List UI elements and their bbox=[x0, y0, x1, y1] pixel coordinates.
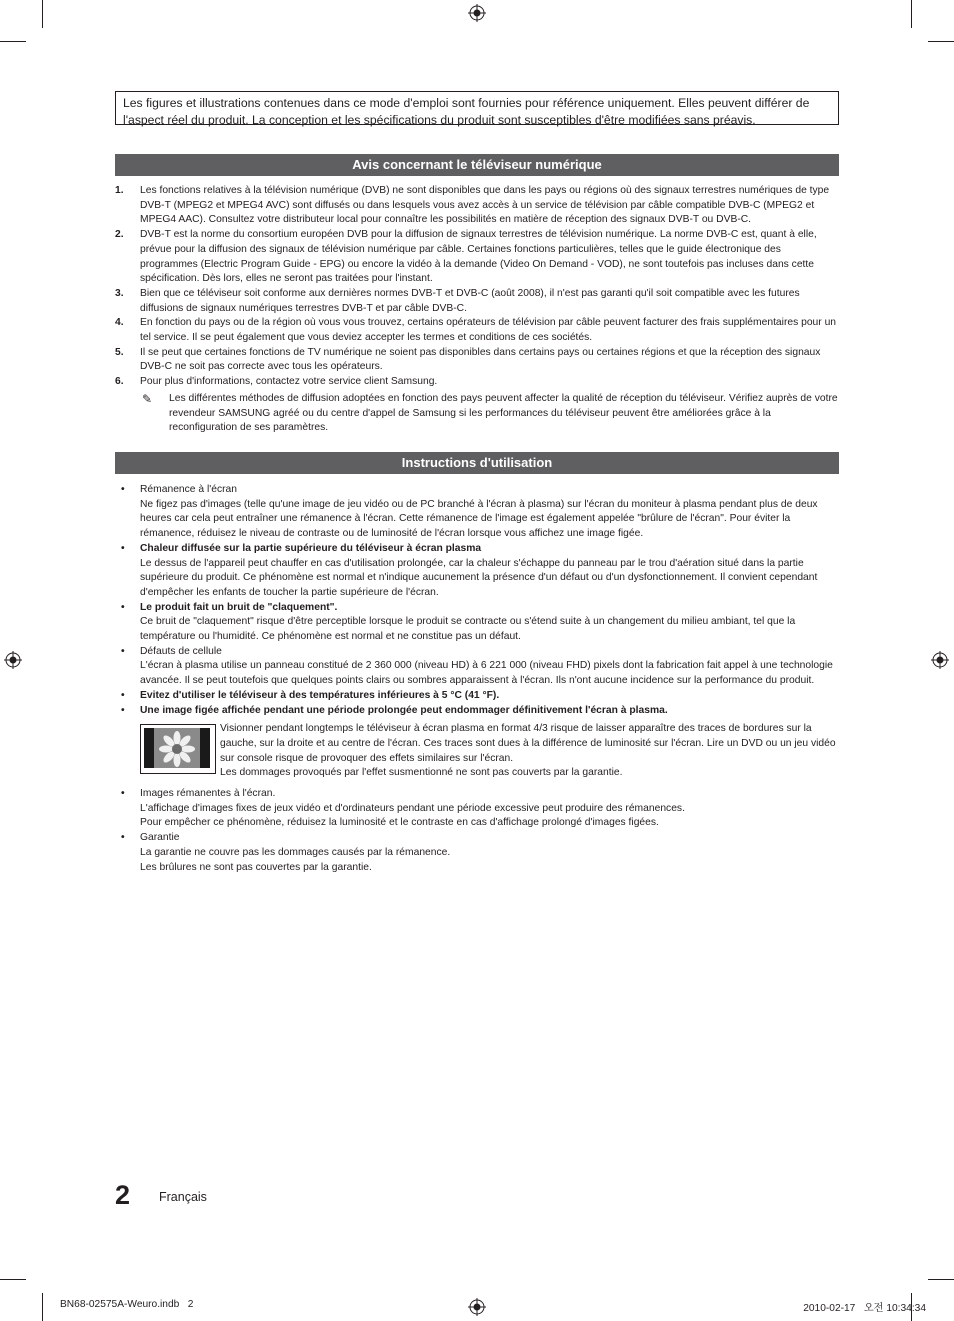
list-item bbox=[115, 184, 839, 228]
image-figure bbox=[115, 722, 839, 781]
instructions-list bbox=[115, 483, 839, 875]
bullet-icon: • bbox=[121, 788, 125, 800]
section-heading-digital-tv: Avis concernant le téléviseur numérique bbox=[115, 154, 839, 176]
section-heading-instructions: Instructions d'utilisation bbox=[115, 452, 839, 474]
bullet-title: Chaleur diffusée sur la partie supérieure du téléviseur à écran plasma bbox=[140, 542, 482, 554]
list-item bbox=[115, 316, 839, 345]
bullet-title: Une image figée affichée pendant une période prolongée peut endommager définitivement l'écran à plasma. bbox=[140, 704, 668, 716]
item-text: Il se peut que certaines fonctions de TV numérique ne soient pas disponibles dans certains pays ou certaines régions et que la réception des signaux DVB-C ne soit pas correcte avec tous les opérateurs. bbox=[140, 346, 821, 373]
image-warranty-note: Les dommages provoqués par l'effet susmentionné ne sont pas couverts par la garantie. bbox=[220, 767, 623, 779]
bullet-body: Ne figez pas d'images (telle qu'une image de jeu vidéo ou de PC branché à l'écran à plasma) sur l'écran du moniteur à plasma pendant plus de deux heures car cela peut entraîner une rémanence à l'écran. Cette rémanence de l'image est également appelée "brûlure de l'écran". Pour éviter la rémanence, réduisez le niveau de contraste ou de luminosité de l'écran lorsque vous affichez une image figée. bbox=[140, 498, 818, 540]
note-text: Les différentes méthodes de diffusion adoptées en fonction des pays peuvent affecter la qualité de réception du téléviseur. Vérifiez auprès de votre revendeur SAMSUNG agréé ou du centre d'appel de Samsung si les performances du téléviseur peuvent être améliorées grâce à la reconfiguration de ses paramètres. bbox=[169, 392, 838, 434]
bullet-body: Ce bruit de "claquement" risque d'être perceptible lorsque le produit se contracte ou s'étend suite à un changement du milieu ambiant, tel que la température ou l'humidité. Ce phénomène est normal et ne constitue pas un défaut. bbox=[140, 616, 796, 643]
list-item bbox=[115, 601, 839, 645]
bullet-title: Garantie bbox=[140, 832, 180, 844]
list-item bbox=[115, 483, 839, 542]
bullet-body: L'affichage d'images fixes de jeux vidéo et d'ordinateurs pendant une période excessive peut produire des rémanences. bbox=[140, 802, 685, 814]
bullet-title: Evitez d'utiliser le téléviseur à des températures inférieures à 5 °C (41 °F). bbox=[140, 689, 500, 701]
item-number: 4. bbox=[115, 317, 124, 329]
registration-mark-icon bbox=[468, 4, 486, 22]
bullet-body: La garantie ne couvre pas les dommages causés par la rémanence. bbox=[140, 846, 451, 858]
list-item bbox=[115, 542, 839, 601]
list-item bbox=[115, 346, 839, 375]
crop-mark bbox=[42, 1293, 43, 1321]
crop-mark bbox=[0, 41, 26, 42]
note-pencil-icon: ✎ bbox=[142, 391, 153, 406]
item-number: 3. bbox=[115, 287, 124, 299]
list-item bbox=[115, 831, 839, 875]
bullet-title: Rémanence à l'écran bbox=[140, 484, 237, 495]
bullet-body: Les brûlures ne sont pas couvertes par la garantie. bbox=[140, 861, 372, 873]
item-text: Les fonctions relatives à la télévision numérique (DVB) ne sont disponibles que dans les pays ou régions où des signaux terrestres numériques de type DVB-T (MPEG2 et MPEG4 AVC) sont diffusés ou dans lesquels vous avez accès à un service de télévision par câble compatible DVB-C (MPEG2 et MPEG4 AAC). Consultez votre distributeur local pour connaître les possibilités en matière de réception des signaux DVB-T ou DVB-C. bbox=[140, 185, 830, 226]
item-text: DVB-T est la norme du consortium européen DVB pour la diffusion de signaux terrestres de télévision numérique. La norme DVB-C est, quant à elle, prévue pour la diffusion des signaux de télévision numérique par câble. Certaines fonctions particulières, telles que le guide électronique des programmes (Electric Program Guide - EPG) ou encore la vidéo à la demande (Video On Demand - VOD), ne sont toutefois pas incluses dans cette spécification. Dès lors, elles ne seront pas traitées pour l'instant. bbox=[140, 229, 817, 285]
bullet-icon: • bbox=[121, 832, 125, 844]
registration-mark-icon bbox=[4, 651, 22, 669]
item-text: En fonction du pays ou de la région où vous vous trouvez, certains opérateurs de télévision par câble peuvent facturer des frais supplémentaires pour un tel service. Il se peut également que vous deviez accepter les termes et conditions de ces sociétés. bbox=[140, 317, 837, 344]
bullet-icon: • bbox=[121, 542, 125, 554]
crop-mark bbox=[0, 1279, 26, 1280]
crop-mark bbox=[42, 0, 43, 28]
list-item bbox=[115, 228, 839, 287]
item-number: 5. bbox=[115, 346, 124, 358]
registration-mark-icon bbox=[468, 1298, 486, 1316]
list-item bbox=[115, 787, 839, 831]
bullet-icon: • bbox=[121, 484, 125, 495]
list-item bbox=[115, 645, 839, 689]
item-number: 6. bbox=[115, 376, 124, 388]
crop-mark bbox=[911, 0, 912, 28]
list-item bbox=[115, 704, 839, 719]
bullet-title: Images rémanentes à l'écran. bbox=[140, 788, 276, 800]
bullet-body: Pour empêcher ce phénomène, réduisez la luminosité et le contraste en cas d'affichage prolongé d'images figées. bbox=[140, 817, 659, 829]
item-text: Pour plus d'informations, contactez votre service client Samsung. bbox=[140, 376, 438, 388]
page-language: Français bbox=[159, 1190, 207, 1204]
bullet-icon: • bbox=[121, 689, 125, 701]
list-item bbox=[115, 375, 839, 390]
screen-burn-illustration bbox=[140, 724, 216, 774]
list-item bbox=[115, 287, 839, 316]
bullet-icon: • bbox=[121, 601, 125, 613]
bullet-icon: • bbox=[121, 704, 125, 716]
print-footer-date: 2010-02-17 오전 10:34:34 bbox=[803, 1303, 926, 1314]
crop-mark bbox=[928, 41, 954, 42]
page-number: 2 bbox=[115, 1180, 131, 1210]
image-description: Visionner pendant longtemps le téléviseur à écran plasma en format 4/3 risque de laisser apparaître des traces de bordures sur la gauche, sur la droite et au centre de l'écran. Ces traces sont dues à la différence de luminosité sur l'écran. Lire un DVD ou un jeu vidéo sur console risque de provoquer des effets similaires sur l'écran. bbox=[220, 723, 836, 764]
print-footer-file: BN68-02575A-Weuro.indb 2 bbox=[60, 1299, 194, 1310]
bullet-title: Le produit fait un bruit de "claquement". bbox=[140, 601, 338, 613]
bullet-body: Le dessus de l'appareil peut chauffer en cas d'utilisation prolongée, car la chaleur s'échappe du panneau par le trou d'aération situé dans la partie supérieure du produit. Ce phénomène est normal et n'indique aucunement la présence d'un défaut ou d'un dysfonctionnement. Il convient cependant d'empêcher les enfants de toucher la partie supérieure de l'écran. bbox=[140, 557, 818, 598]
item-number: 2. bbox=[115, 229, 124, 241]
list-item bbox=[115, 689, 839, 704]
bullet-icon: • bbox=[121, 645, 125, 657]
disclaimer-box: Les figures et illustrations contenues dans ce mode d'emploi sont fournies pour référence uniquement. Elles peuvent différer de l'aspect réel du produit. La conception et les spécifications du produit sont susceptibles d'être modifiées sans préavis. bbox=[115, 91, 839, 125]
item-number: 1. bbox=[115, 185, 124, 196]
screen-image bbox=[144, 728, 210, 768]
registration-mark-icon bbox=[931, 651, 949, 669]
crop-mark bbox=[928, 1279, 954, 1280]
bullet-title: Défauts de cellule bbox=[140, 645, 222, 657]
bullet-body: L'écran à plasma utilise un panneau constitué de 2 360 000 (niveau HD) à 6 221 000 (niveau FHD) pixels dont la fabrication fait appel à une technologie avancée. Il se peut toutefois que quelques points clairs ou sombres apparaissent à l'écran. Ils n'ont aucune incidence sur la performance du produit. bbox=[140, 660, 833, 687]
item-text: Bien que ce téléviseur soit conforme aux dernières normes DVB-T et DVB-C (août 2008), il n'est pas garanti qu'il soit compatible avec les futures diffusions de signaux numériques terrestres DVB-T et par câble DVB-C. bbox=[140, 287, 800, 314]
digital-tv-list bbox=[115, 184, 839, 436]
flower-icon bbox=[144, 728, 210, 768]
note bbox=[115, 392, 839, 436]
